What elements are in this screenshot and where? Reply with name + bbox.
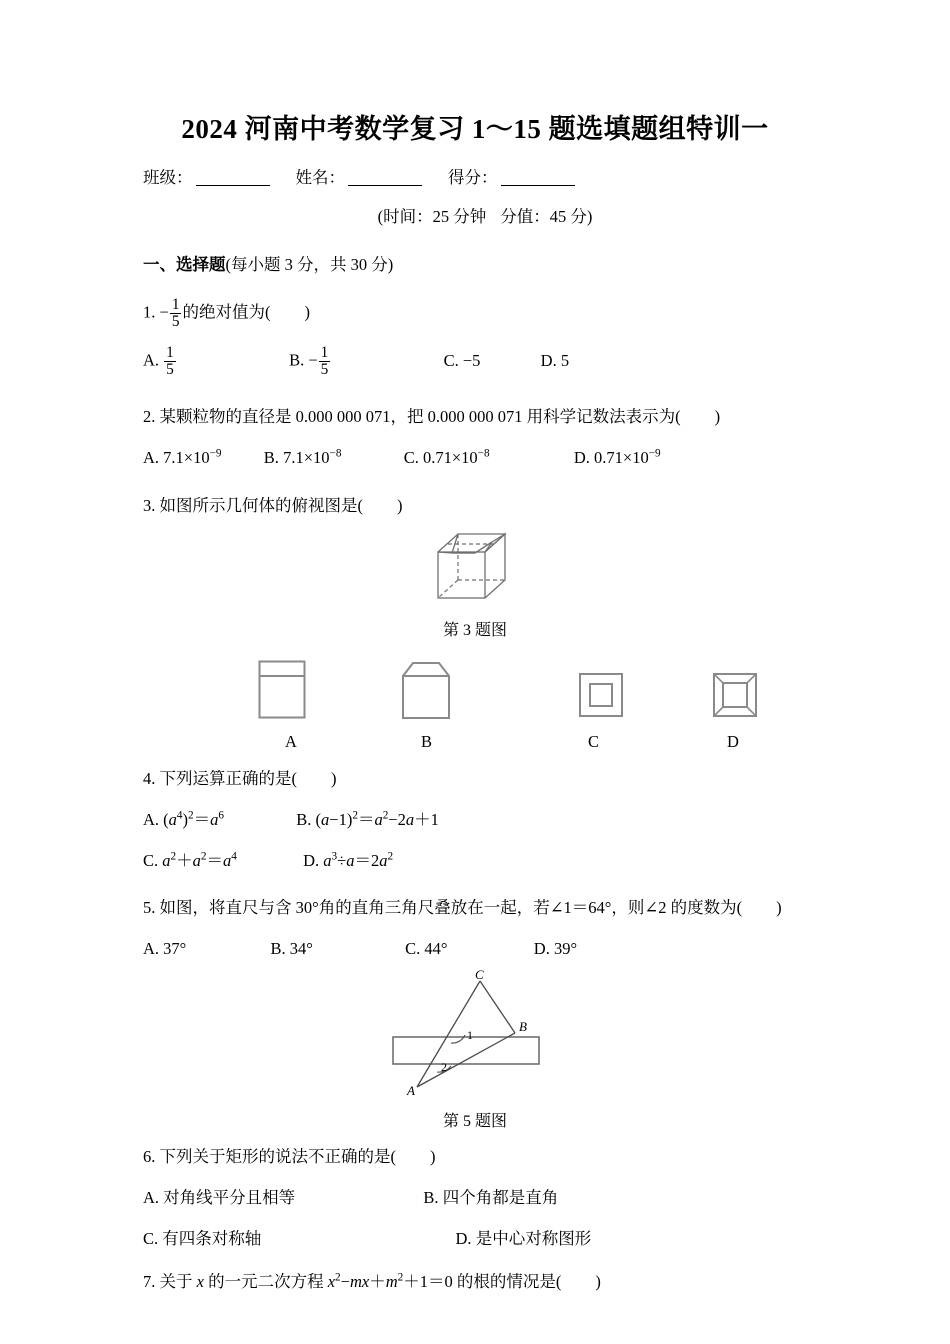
q4-option-b[interactable]: B. $(a-1)^2=a^2-2a+1$ (296, 809, 439, 829)
question-7-stem (143, 1270, 950, 1294)
name-field (296, 168, 423, 187)
q1-frac-num: 1 (171, 295, 180, 313)
q1-number: 1. (143, 302, 156, 322)
q7-var: x (196, 1272, 204, 1292)
question-2-stem (143, 405, 950, 429)
q5-label-c: C (475, 969, 484, 983)
q7-equation: $x^2-mx+m^2+1=0$ (327, 1271, 453, 1292)
q1-fraction (170, 297, 182, 330)
q5-option-c[interactable]: C. 44° (405, 939, 448, 959)
class-blank[interactable] (196, 185, 270, 186)
name-label: 姓名： (295, 167, 345, 187)
q4-text: 下列运算正确的是( (159, 768, 297, 788)
question-6-options-row1 (143, 1186, 950, 1210)
q3-close: ) (397, 495, 403, 515)
q2-option-b[interactable]: B. $7.1\times 10^{-8}$ (263, 447, 342, 467)
q3-letter-c: C (588, 731, 600, 751)
q6-text: 下列关于矩形的说法不正确的是( (159, 1147, 396, 1167)
q4-option-c[interactable]: C. $a^2+a^2=a^4$ (143, 850, 237, 870)
question-1-options (143, 345, 950, 378)
q1-option-a-label: A. (143, 350, 160, 370)
q5-label-b: B (519, 1019, 527, 1035)
q2-option-d[interactable]: D. $0.71\times 10^{-9}$ (573, 447, 661, 467)
q3-text: 如图所示几何体的俯视图是( (159, 495, 363, 515)
q3-number: 3. (143, 495, 156, 515)
meta-value: 分值：45 分 (500, 206, 587, 226)
meta-time: 时间：25 分钟 (383, 206, 487, 226)
q1-option-b-label: B. (289, 350, 305, 370)
q5-option-d[interactable]: D. 39° (533, 939, 578, 959)
q4-option-d-expr: $a^3\div a=2a^2$ (323, 850, 394, 870)
meta-open-paren: ( (377, 206, 384, 226)
q5-text: 如图，将直尺与含 30°角的直角三角尺叠放在一起，若∠1＝64°，则∠2 的度数为( (159, 898, 743, 918)
q1-option-d[interactable] (541, 349, 569, 373)
q2-option-c[interactable]: C. $0.71\times 10^{-8}$ (403, 447, 490, 467)
q5-label-angle2: 2 (441, 1060, 447, 1075)
q7-lead: 关于 (159, 1272, 197, 1292)
question-5-figure (0, 969, 950, 1131)
meta-close-paren: ) (586, 206, 593, 226)
q7-tail: 的根的情况是( (452, 1272, 562, 1292)
q6-option-c[interactable]: C. 有四条对称轴 (143, 1229, 262, 1249)
q3-letter-b: B (421, 731, 433, 751)
q4-option-a-expr: $(a^4)^2=a^6$ (163, 809, 224, 829)
class-label: 班级： (143, 167, 193, 187)
q2-number: 2. (143, 406, 156, 426)
section-heading-title: 一、选择题 (143, 254, 226, 274)
q1-option-d-text: 5 (560, 350, 570, 370)
section-heading-note: (每小题 3 分，共 30 分) (225, 254, 394, 274)
rect-with-chamfered-top-icon (400, 660, 452, 722)
q4-option-d[interactable]: D. $a^3\div a=2a^2$ (303, 850, 394, 870)
square-in-square-with-diagonals-icon (712, 672, 758, 718)
score-blank[interactable] (501, 185, 575, 186)
section-heading (143, 251, 950, 275)
q1-option-b-fraction: $\frac{1}{5}$ (320, 344, 329, 379)
q5-option-b[interactable]: B. 34° (270, 939, 313, 959)
q7-mid: 的一元二次方程 (203, 1272, 328, 1292)
q4-option-a[interactable]: A. $(a^4)^2=a^6$ (143, 809, 224, 829)
question-5-stem (143, 896, 950, 920)
name-blank[interactable] (348, 185, 422, 186)
question-1-stem (143, 297, 950, 330)
q2-close: ) (714, 406, 721, 426)
question-4-options-row2 (143, 849, 950, 873)
question-4-options-row1 (143, 808, 950, 832)
q1-option-b[interactable] (289, 345, 331, 378)
question-6-stem (143, 1145, 950, 1169)
q7-number: 7. (143, 1272, 156, 1292)
q1-option-c-text: −5 (462, 350, 481, 370)
q6-option-b[interactable]: B. 四个角都是直角 (423, 1188, 559, 1208)
q1-option-c[interactable] (444, 349, 481, 373)
q5-label-angle1: 1 (467, 1028, 473, 1043)
question-3-figure-caption: 第 3 题图 (442, 621, 507, 639)
question-3-figure (0, 526, 950, 640)
q6-close: ) (430, 1147, 436, 1167)
exam-meta-line (0, 203, 950, 227)
class-field (143, 168, 270, 187)
question-3-option-letters (0, 732, 950, 760)
q1-option-c-label: C. (443, 350, 459, 370)
q6-number: 6. (143, 1147, 156, 1167)
q4-option-c-expr: $a^2+a^2=a^4$ (162, 850, 237, 870)
q6-option-a[interactable]: A. 对角线平分且相等 (143, 1188, 296, 1208)
identity-line (143, 164, 950, 188)
q1-option-a[interactable] (143, 345, 177, 378)
q1-close: ) (304, 302, 310, 322)
q4-close: ) (331, 768, 337, 788)
page-title: 2024 河南中考数学复习 1～15 题选填题组特训一 (181, 114, 769, 144)
q1-option-a-fraction: $\frac{1}{5}$ (166, 344, 174, 379)
q6-option-d[interactable]: D. 是中心对称图形 (455, 1229, 592, 1249)
rect-with-top-line-icon (258, 660, 310, 722)
q3-option-b-figure[interactable] (400, 660, 452, 727)
q1-frac-den: 5 (171, 312, 180, 330)
q5-option-a[interactable]: A. 37° (143, 939, 187, 959)
q3-option-a-figure[interactable] (258, 660, 310, 727)
question-4-stem (143, 767, 950, 791)
cube-with-indent-icon (420, 526, 530, 606)
score-label: 得分： (448, 167, 498, 187)
q7-close: ) (595, 1272, 601, 1292)
q1-minus: − (159, 302, 169, 322)
question-5-figure-caption: 第 5 题图 (442, 1113, 507, 1131)
q5-close: ) (776, 898, 782, 918)
q4-number: 4. (143, 768, 156, 788)
q5-label-a: A (407, 1083, 415, 1098)
question-3-stem (143, 494, 950, 518)
question-3-option-figures (0, 654, 950, 732)
q2-option-a[interactable]: A. $7.1\times 10^{-9}$ (143, 447, 222, 467)
ruler-triangle-diagram (375, 969, 575, 1097)
q3-option-c-figure[interactable] (578, 672, 624, 723)
question-6-options-row2 (143, 1227, 950, 1251)
square-in-square-icon (578, 672, 624, 718)
q4-option-b-expr: $(a-1)^2=a^2-2a+1$ (315, 809, 439, 829)
q3-option-d-figure[interactable] (712, 672, 758, 723)
q2-text: 某颗粒物的直径是 0.000 000 071，把 0.000 000 071 用科学记数法表示为( (159, 406, 681, 426)
q1-option-d-label: D. (540, 350, 557, 370)
q3-letter-a: A (285, 731, 297, 751)
q1-option-b-sign: − (308, 350, 318, 370)
q3-letter-d: D (727, 731, 739, 751)
question-2-options (143, 446, 950, 470)
score-field (448, 168, 575, 187)
q5-number: 5. (143, 898, 156, 918)
question-5-options (143, 937, 950, 961)
q1-text: 的绝对值为( (182, 302, 271, 322)
